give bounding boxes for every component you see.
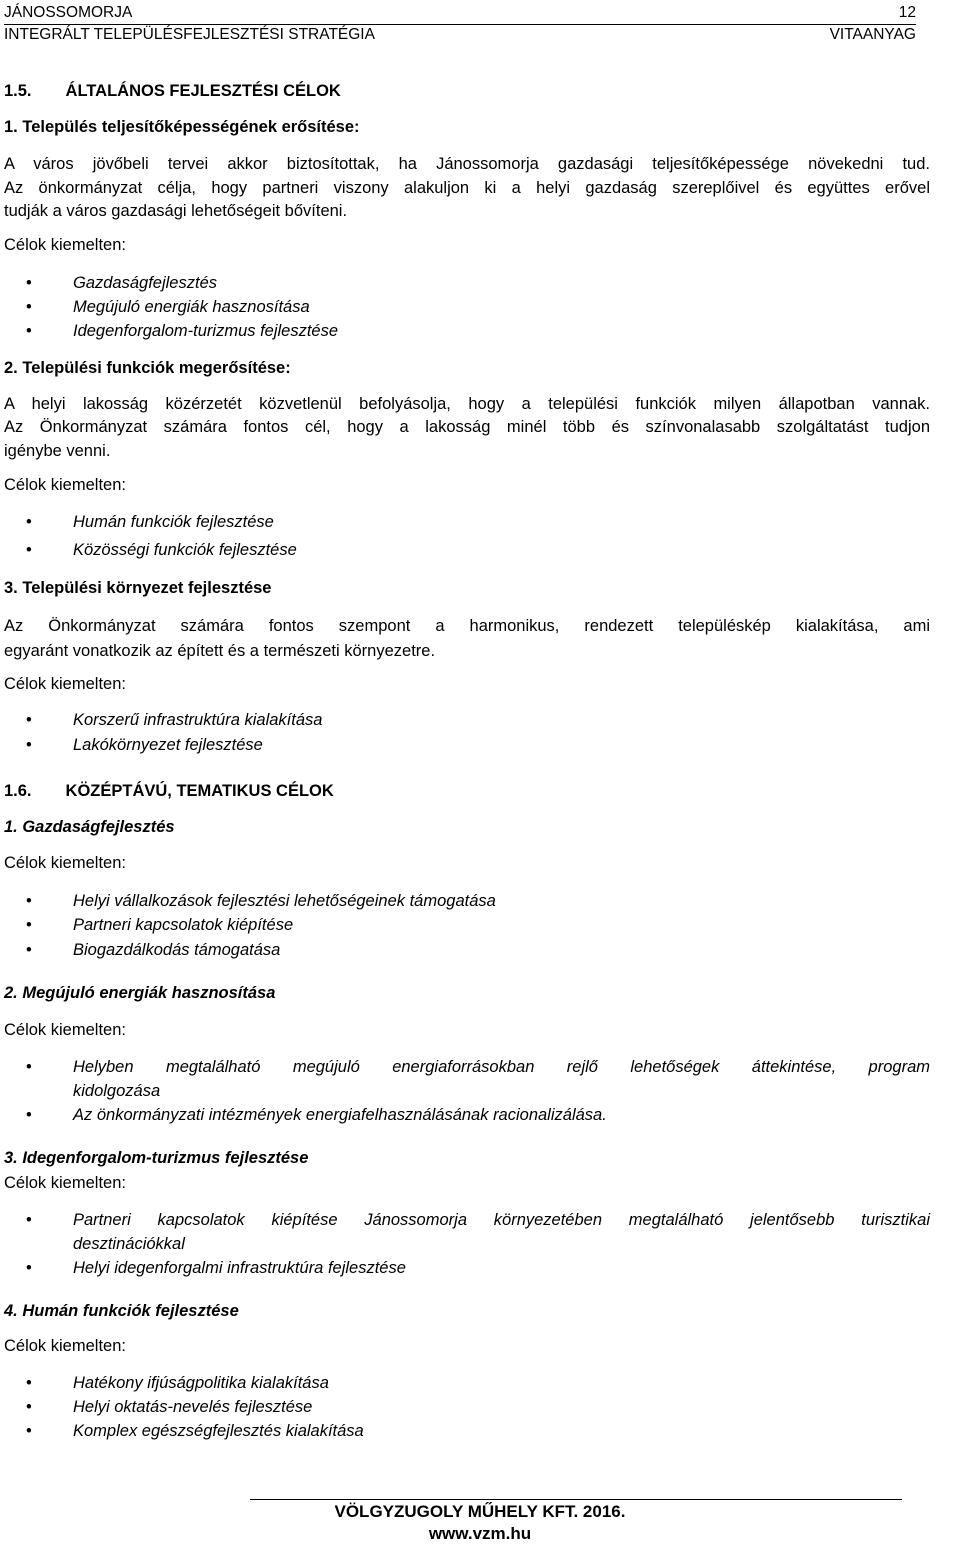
bullet-icon: •	[26, 916, 32, 934]
header-document-title: INTEGRÁLT TELEPÜLÉSFEJLESZTÉSI STRATÉGIA	[4, 26, 375, 43]
paragraph-line: A város jövőbeli tervei akkor biztosítottak, ha Jánossomorja gazdasági teljesítőképessége növekedni tud.	[4, 155, 930, 173]
footer-company: VÖLGYZUGOLY MŰHELY KFT. 2016.	[334, 1502, 626, 1521]
goal-heading: 3. Települési környezet fejlesztése	[4, 579, 272, 597]
header-status: VITAANYAG	[829, 26, 916, 43]
section-heading-1-6	[4, 780, 334, 802]
bullet-icon: •	[26, 711, 32, 729]
celok-label: Célok kiemelten:	[4, 1021, 126, 1039]
bullet-icon: •	[26, 1058, 32, 1076]
bullet-icon: •	[26, 1374, 32, 1392]
section-title: ÁLTALÁNOS FEJLESZTÉSI CÉLOK	[65, 82, 341, 100]
paragraph-line: Az önkormányzat célja, hogy partneri viszony alakuljon ki a helyi gazdaság szereplőivel és együttes erővel	[4, 179, 930, 197]
bullet-icon: •	[26, 1106, 32, 1124]
celok-label: Célok kiemelten:	[4, 1174, 126, 1192]
bullet-icon: •	[26, 1259, 32, 1277]
goal-heading: 1. Település teljesítőképességének erősítése:	[4, 118, 360, 136]
bullet-icon: •	[26, 322, 32, 340]
bullet-icon: •	[26, 736, 32, 754]
paragraph-line: A helyi lakosság közérzetét közvetlenül befolyásolja, hogy a települési funkciók milyen állapotban vannak.	[4, 395, 930, 413]
section-number: 1.5.	[4, 82, 32, 100]
bullet-icon: •	[26, 1398, 32, 1416]
thematic-heading: 1. Gazdaságfejlesztés	[4, 818, 175, 836]
thematic-heading: 4. Humán funkciók fejlesztése	[4, 1302, 239, 1320]
footer-website: www.vzm.hu	[428, 1524, 532, 1543]
paragraph-line: igénybe venni.	[4, 442, 111, 460]
page-number: 12	[898, 4, 916, 21]
bullet-icon: •	[26, 298, 32, 316]
bullet-icon: •	[26, 1211, 32, 1229]
celok-label: Célok kiemelten:	[4, 675, 126, 693]
footer-rule	[250, 1499, 902, 1500]
header-rule	[4, 24, 916, 25]
bullet-icon: •	[26, 1422, 32, 1440]
header-municipality: JÁNOSSOMORJA	[4, 4, 133, 21]
bullet-icon: •	[26, 892, 32, 910]
paragraph-line: egyaránt vonatkozik az épített és a természeti környezetre.	[4, 642, 436, 660]
paragraph-line: Az Önkormányzat számára fontos szempont a harmonikus, rendezett településkép kialakítása, ami	[4, 617, 930, 635]
bullet-icon: •	[26, 513, 32, 531]
section-number: 1.6.	[4, 782, 32, 800]
goal-heading: 2. Települési funkciók megerősítése:	[4, 359, 291, 377]
section-title: KÖZÉPTÁVÚ, TEMATIKUS CÉLOK	[65, 782, 334, 800]
celok-label: Célok kiemelten:	[4, 476, 126, 494]
section-heading-1-5	[4, 80, 341, 102]
bullet-icon: •	[26, 941, 32, 959]
paragraph-line: Az Önkormányzat számára fontos cél, hogy a lakosság minél több és színvonalasabb szolgáltatást tudjon	[4, 418, 930, 436]
celok-label: Célok kiemelten:	[4, 854, 126, 872]
paragraph-line: tudják a város gazdasági lehetőségeit bővíteni.	[4, 202, 348, 220]
thematic-heading: 2. Megújuló energiák hasznosítása	[4, 984, 276, 1002]
thematic-heading: 3. Idegenforgalom-turizmus fejlesztése	[4, 1149, 309, 1167]
bullet-icon: •	[26, 541, 32, 559]
celok-label: Célok kiemelten:	[4, 1337, 126, 1355]
bullet-icon: •	[26, 274, 32, 292]
celok-label: Célok kiemelten:	[4, 236, 126, 254]
